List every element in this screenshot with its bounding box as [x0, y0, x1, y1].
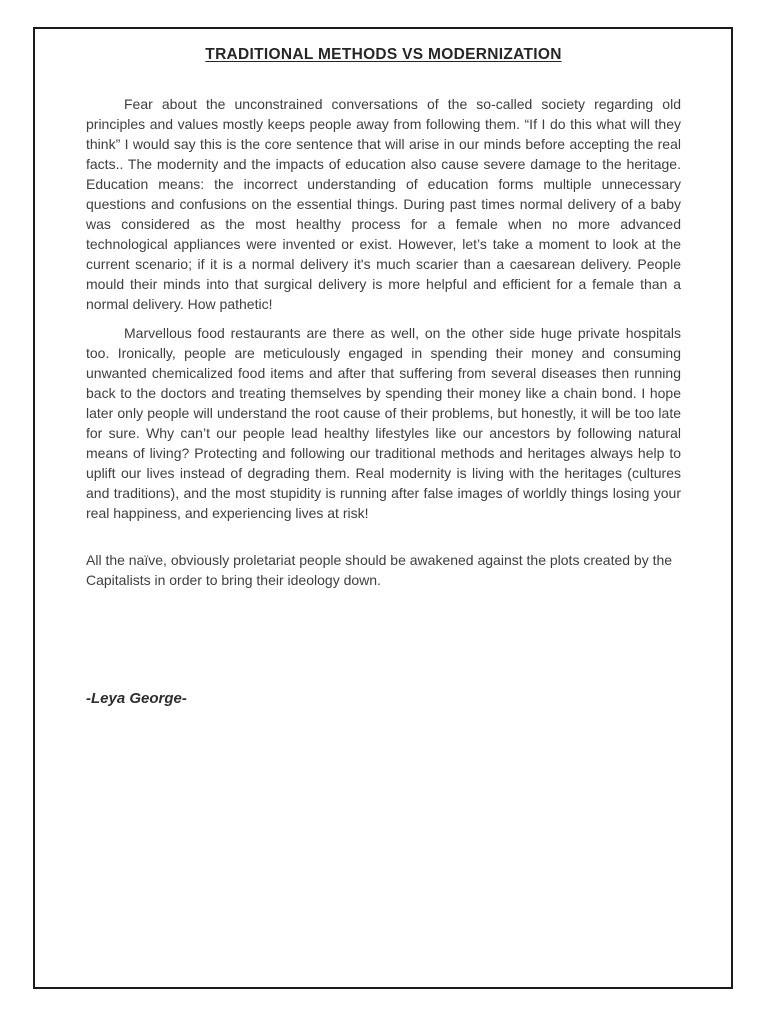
paragraph-fear-modernity: Fear about the unconstrained conversations of the so-called society regarding old principles and values mostly keeps people away from following them. “If I do this what will they think” I would say this is the core sentence that will arise in our minds before accepting the real facts.. The modernity and the impacts of education also cause severe damage to the heritage. Education means: the incorrect understanding of education forms multiple unnecessary questions and confusions on the essential things. During past times normal delivery of a baby was considered as the most healthy process for a female when no more advanced technological appliances were invented or exist. However, let’s take a moment to look at the current scenario; if it is a normal delivery it's much scarier than a caesarean delivery. People mould their minds into that surgical delivery is more helpful and efficient for a female than a normal delivery. How pathetic!: [86, 96, 681, 312]
document-page: [33, 27, 733, 989]
paragraph-proletariat: All the naïve, obviously proletariat people should be awakened against the plots created by the Capitalists in order to bring their ideology down.: [86, 552, 673, 588]
paragraph-restaurants-hospitals: Marvellous food restaurants are there as well, on the other side huge private hospitals too. Ironically, people are meticulously engaged in spending their money and consuming unwanted chemicalized food items and after that suffering from several diseases then running back to the doctors and treating themselves by spending their money like a chain bond. I hope later only people will understand the root cause of their problems, but honestly, it will be too late for sure. Why can’t our people lead healthy lifestyles like our ancestors by following natural means of living? Protecting and following our traditional methods and heritages always help to uplift our lives instead of degrading them. Real modernity is living with the heritages (cultures and traditions), and the most stupidity is running after false images of worldly things losing your real happiness, and experiencing lives at risk!: [86, 325, 681, 521]
author-signature: -Leya George-: [86, 690, 187, 707]
document-title: TRADITIONAL METHODS VS MODERNIZATION: [205, 46, 562, 63]
